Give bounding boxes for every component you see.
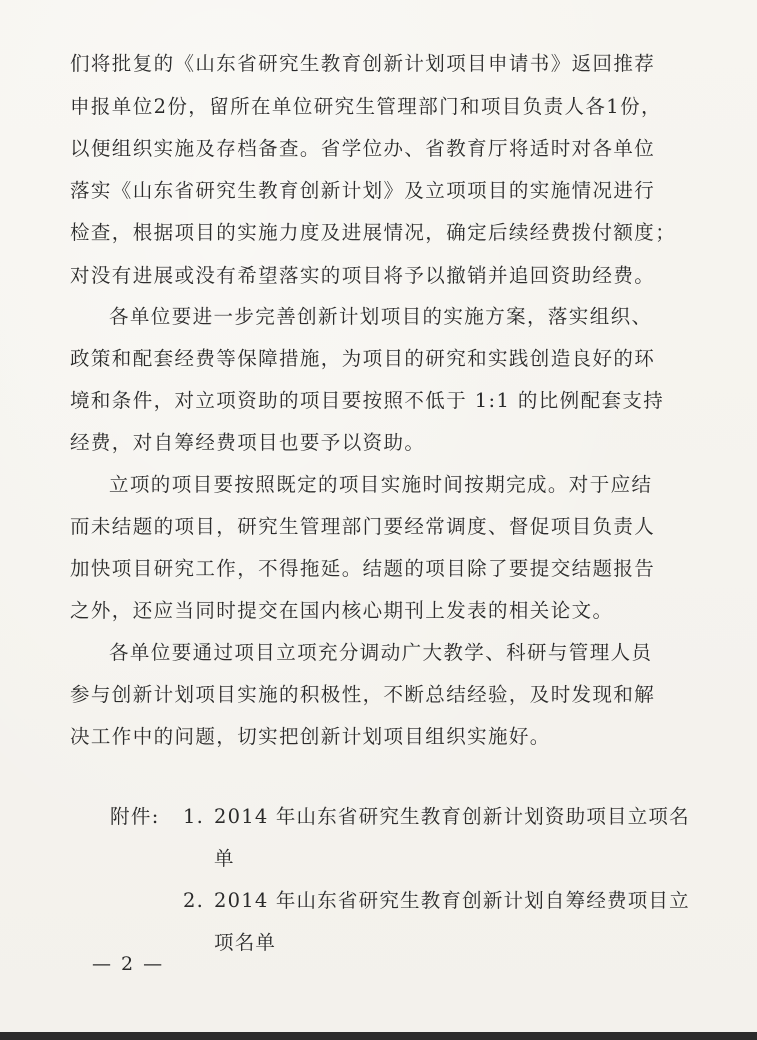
paragraph-1-line-4: 落实《山东省研究生教育创新计划》及立项项目的实施情况进行	[70, 179, 656, 202]
paragraph-3-line-4: 之外，还应当同时提交在国内核心期刊上发表的相关论文。	[70, 599, 614, 622]
paragraph-2-line-3: 境和条件，对立项资助的项目要按照不低于 1:1 的比例配套支持	[70, 389, 665, 412]
paragraph-4-line-3: 决工作中的问题，切实把创新计划项目组织实施好。	[70, 725, 551, 748]
attachment-2-title-line-2: 项名单	[214, 931, 277, 954]
page-number: — 2 —	[92, 953, 165, 975]
paragraph-2-line-1: 各单位要进一步完善创新计划项目的实施方案，落实组织、	[109, 305, 653, 328]
paragraph-4-line-2: 参与创新计划项目实施的积极性，不断总结经验，及时发现和解	[70, 683, 656, 706]
paragraph-3-line-2: 而未结题的项目，研究生管理部门要经常调度、督促项目负责人	[70, 515, 656, 538]
paragraph-4-line-1: 各单位要通过项目立项充分调动广大教学、科研与管理人员	[109, 641, 653, 664]
paragraph-1-line-1: 们将批复的《山东省研究生教育创新计划项目申请书》返回推荐	[70, 52, 656, 75]
paragraph-2-line-2: 政策和配套经费等保障措施，为项目的研究和实践创造良好的环	[70, 347, 656, 370]
attachment-2-number: 2.	[183, 889, 205, 912]
attachment-2-title-line-1: 2014 年山东省研究生教育创新计划自筹经费项目立	[214, 889, 690, 912]
bottom-edge-bar	[0, 1032, 757, 1040]
paragraph-1-line-6: 对没有进展或没有希望落实的项目将予以撤销并追回资助经费。	[70, 264, 656, 287]
attachment-1-number: 1.	[183, 805, 205, 828]
attachment-1-title-line-1: 2014 年山东省研究生教育创新计划资助项目立项名	[214, 805, 690, 828]
paragraph-1-line-5: 检查，根据项目的实施力度及进展情况，确定后续经费拨付额度；	[70, 221, 677, 244]
paragraph-3-line-1: 立项的项目要按照既定的项目实施时间按期完成。对于应结	[109, 473, 653, 496]
paragraph-1-line-3: 以便组织实施及存档备查。省学位办、省教育厅将适时对各单位	[70, 137, 656, 160]
paragraph-1-line-2: 申报单位2份，留所在单位研究生管理部门和项目负责人各1份，	[70, 95, 662, 118]
attachments-label: 附件:	[110, 805, 160, 828]
paragraph-3-line-3: 加快项目研究工作，不得拖延。结题的项目除了要提交结题报告	[70, 557, 656, 580]
paragraph-2-line-4: 经费，对自筹经费项目也要予以资助。	[70, 431, 426, 454]
attachment-1-title-line-2: 单	[214, 847, 235, 870]
